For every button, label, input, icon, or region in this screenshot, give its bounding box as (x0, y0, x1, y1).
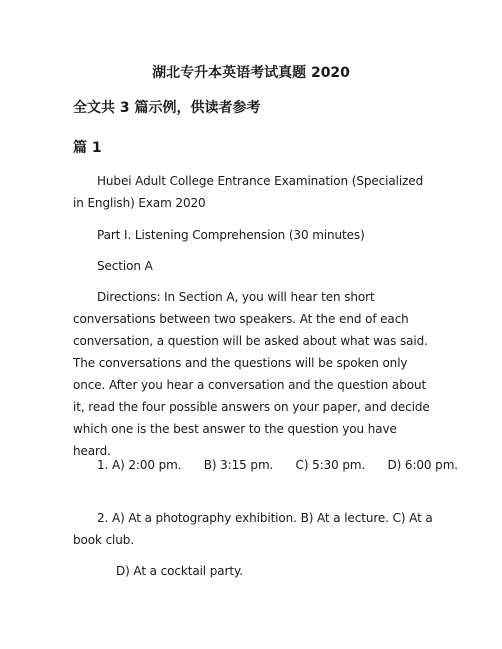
intro-heading: 全文共 3 篇示例，供读者参考 (73, 100, 261, 116)
question-2-option-d: D) At a cocktail party. (116, 564, 243, 578)
question-1-text: 1. A) 2:00 pm. B) 3:15 pm. C) 5:30 pm. D) 6:00 pm. (97, 458, 459, 472)
question-2: 2. A) At a photography exhibition. B) At a lecture. C) At a book club. (73, 511, 433, 547)
directions-paragraph: Directions: In Section A, you will hear ten short conversations between two speakers. At the end of each conversation, a question will be asked about what was said. The conversations and the questions will be spoken only once. After you hear a conversation and the question about it, read the four possible answers on your paper, and decide which one is the best answer to the question you have heard. (73, 290, 430, 458)
section-a-heading: Section A (97, 259, 153, 273)
part-title: Part I. Listening Comprehension (30 minutes) (97, 228, 365, 242)
question-1 (73, 454, 459, 476)
document-title: 湖北专升本英语考试真题 2020 (152, 65, 350, 81)
exam-title: Hubei Adult College Entrance Examination (Specialized in English) Exam 2020 (73, 174, 424, 210)
section-label: 篇 1 (73, 140, 102, 156)
